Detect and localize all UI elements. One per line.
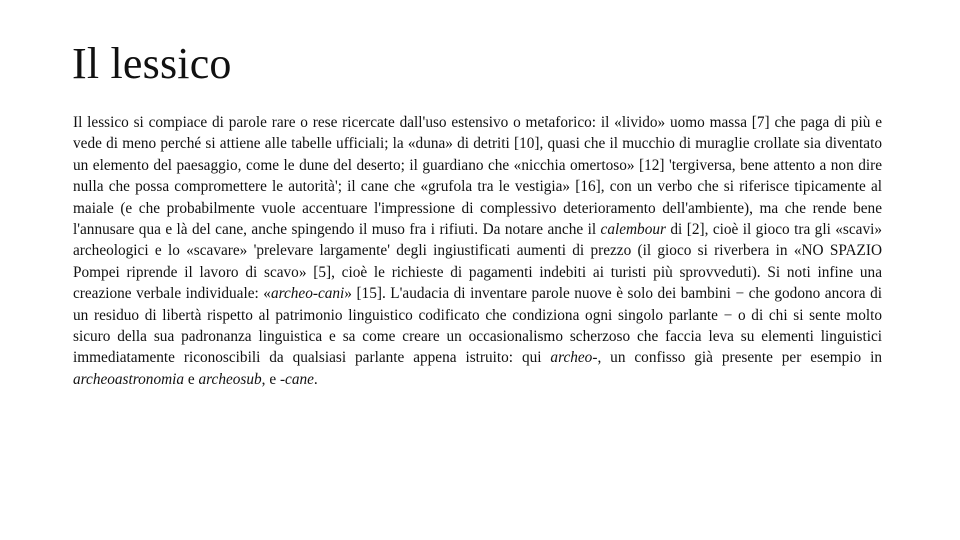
body-text-run: . — [313, 370, 318, 388]
italic-term: archeoastronomia — [73, 370, 185, 388]
slide-body-text — [73, 112, 882, 390]
italic-term: archeo-cani — [270, 285, 345, 303]
body-text-run: e — [184, 370, 199, 388]
body-text-run: » [15]. L'audacia di inventare parole nuove è solo dei bambini − che godono ancora di un residuo di libertà rispetto al patrimonio linguistico codificato che condiziona ogni singolo parlante − o di chi si sente molto sicuro della sua padronanza linguistica e sa come creare un occasionalismo scherzoso che faccia leva su elementi linguistici immediatamente riconoscibili da qualsiasi parlante appena istruito: qui — [73, 285, 882, 367]
body-text-run: , un confisso già presente per esempio in — [597, 349, 883, 367]
body-text-run: , e — [261, 370, 280, 388]
body-text-run: di [2], cioè il gioco tra gli «scavi» archeologici e lo «scavare» 'prelevare largamente' degli ingiustificati aumenti di prezzo (il gioco si riverbera in «NO SPAZIO Pompei riprende il lavoro di scavo» [5], cioè le richieste di pagamenti indebiti ai turisti più sprovveduti). Si noti infine una creazione verbale individuale: « — [73, 221, 882, 303]
italic-term: archeosub — [198, 370, 262, 388]
italic-term: calembour — [600, 221, 666, 239]
body-text-run: Il lessico si compiace di parole rare o rese ricercate dall'uso estensivo o metaforico: il «livido» uomo massa [7] che paga di più e vede di meno perché si attiene alle tabelle ufficiali; la «duna» di detriti [10], quasi che il mucchio di muraglie crollate sia diventato un elemento del paesaggio, come le dune del deserto; il guardiano che «nicchia omertoso» [12] 'tergiversa, bene attento a non dire nulla che possa compromettere le autorità'; il cane che «grufola tra le vestigia» [16], con un verbo che si riferisce tipicamente al maiale (e che probabilmente vuole accentuare l'impressione di complessivo deterioramento dell'ambiente), ma che rende bene l'annusare qua e là del cane, anche spingendo il muso fra i rifiuti. Da notare anche il — [73, 114, 882, 239]
slide-title: Il lessico — [72, 39, 232, 88]
italic-term: archeo‑ — [550, 349, 598, 367]
italic-term: ‑cane — [279, 370, 314, 388]
